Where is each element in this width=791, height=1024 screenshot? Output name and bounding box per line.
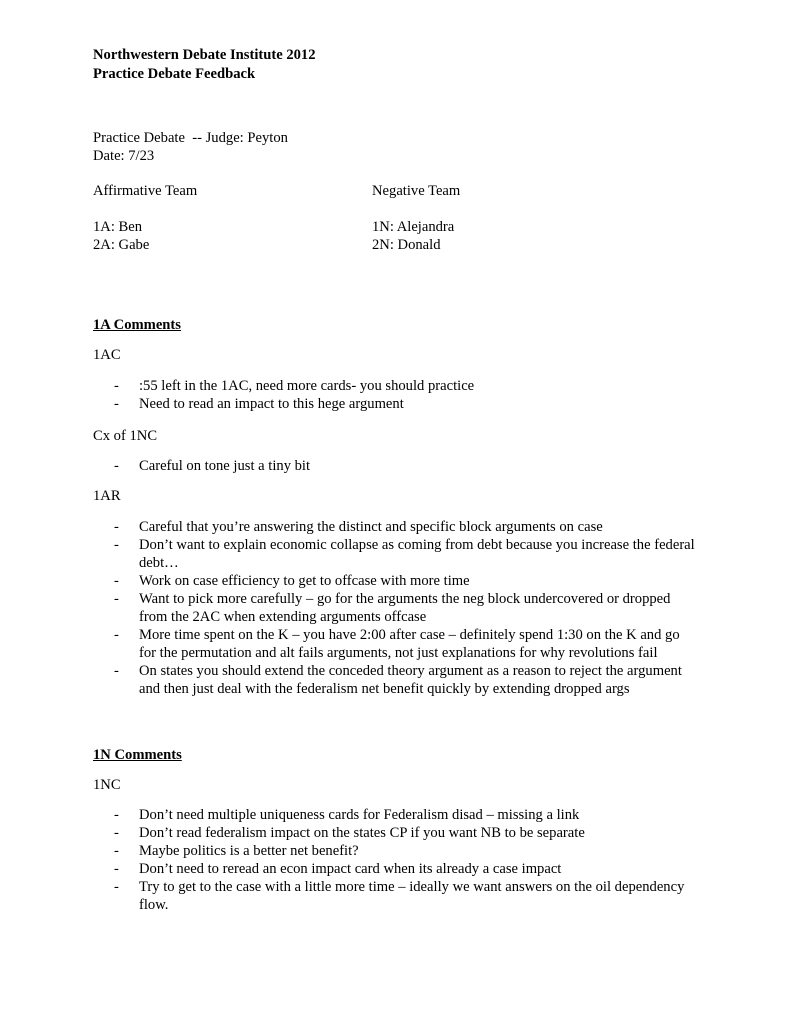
document-title (93, 46, 316, 84)
date-line: Date: 7/23 (93, 148, 155, 164)
negative-team (372, 182, 460, 254)
group-label-1ac: 1AC (93, 347, 121, 363)
group-label-1nc: 1NC (93, 777, 121, 793)
bullet-list-1ar (114, 518, 699, 698)
bullet-list-1nc (114, 806, 699, 914)
list-item: - Work on case efficiency to get to offcase with more time (114, 572, 699, 590)
neg-member-1n: 1N: Alejandra (372, 219, 455, 235)
list-item: - Careful on tone just a tiny bit (114, 457, 699, 475)
list-item: - Need to read an impact to this hege argument (114, 395, 699, 413)
list-item: - Maybe politics is a better net benefit? (114, 842, 699, 860)
bullet-list-1ac (114, 377, 699, 413)
aff-team-label: Affirmative Team (93, 183, 198, 199)
feedback-title: Practice Debate Feedback (93, 66, 256, 82)
list-item: - Don’t read federalism impact on the states CP if you want NB to be separate (114, 824, 699, 842)
judge-line: Practice Debate -- Judge: Peyton (93, 130, 288, 146)
bullet-list-cx-1nc (114, 457, 699, 475)
group-label-cx-1nc: Cx of 1NC (93, 428, 158, 444)
group-label-1ar: 1AR (93, 488, 121, 504)
section-heading-1a: 1A Comments (93, 317, 181, 333)
list-item: - On states you should extend the conceded theory argument as a reason to reject the argument and then just deal with the federalism net benefit quickly by extending dropped args (114, 662, 699, 698)
list-item: - Don’t want to explain economic collapse as coming from debt because you increase the federal debt… (114, 536, 699, 572)
neg-team-label: Negative Team (372, 183, 461, 199)
aff-member-1a: 1A: Ben (93, 219, 143, 235)
institute-title: Northwestern Debate Institute 2012 (93, 47, 316, 63)
neg-member-2n: 2N: Donald (372, 237, 441, 253)
list-item: - Careful that you’re answering the distinct and specific block arguments on case (114, 518, 699, 536)
section-heading-1n: 1N Comments (93, 747, 182, 763)
list-item: - Try to get to the case with a little more time – ideally we want answers on the oil dependency flow. (114, 878, 699, 914)
list-item: - Want to pick more carefully – go for the arguments the neg block undercovered or dropped from the 2AC when extending arguments offcase (114, 590, 699, 626)
list-item: - Don’t need multiple uniqueness cards for Federalism disad – missing a link (114, 806, 699, 824)
debate-meta (93, 129, 288, 165)
list-item: - :55 left in the 1AC, need more cards- you should practice (114, 377, 699, 395)
list-item: - More time spent on the K – you have 2:00 after case – definitely spend 1:30 on the K and go for the permutation and alt fails arguments, not just explanations for why revolutions fail (114, 626, 699, 662)
affirmative-team (93, 182, 197, 254)
aff-member-2a: 2A: Gabe (93, 237, 150, 253)
list-item: - Don’t need to reread an econ impact card when its already a case impact (114, 860, 699, 878)
